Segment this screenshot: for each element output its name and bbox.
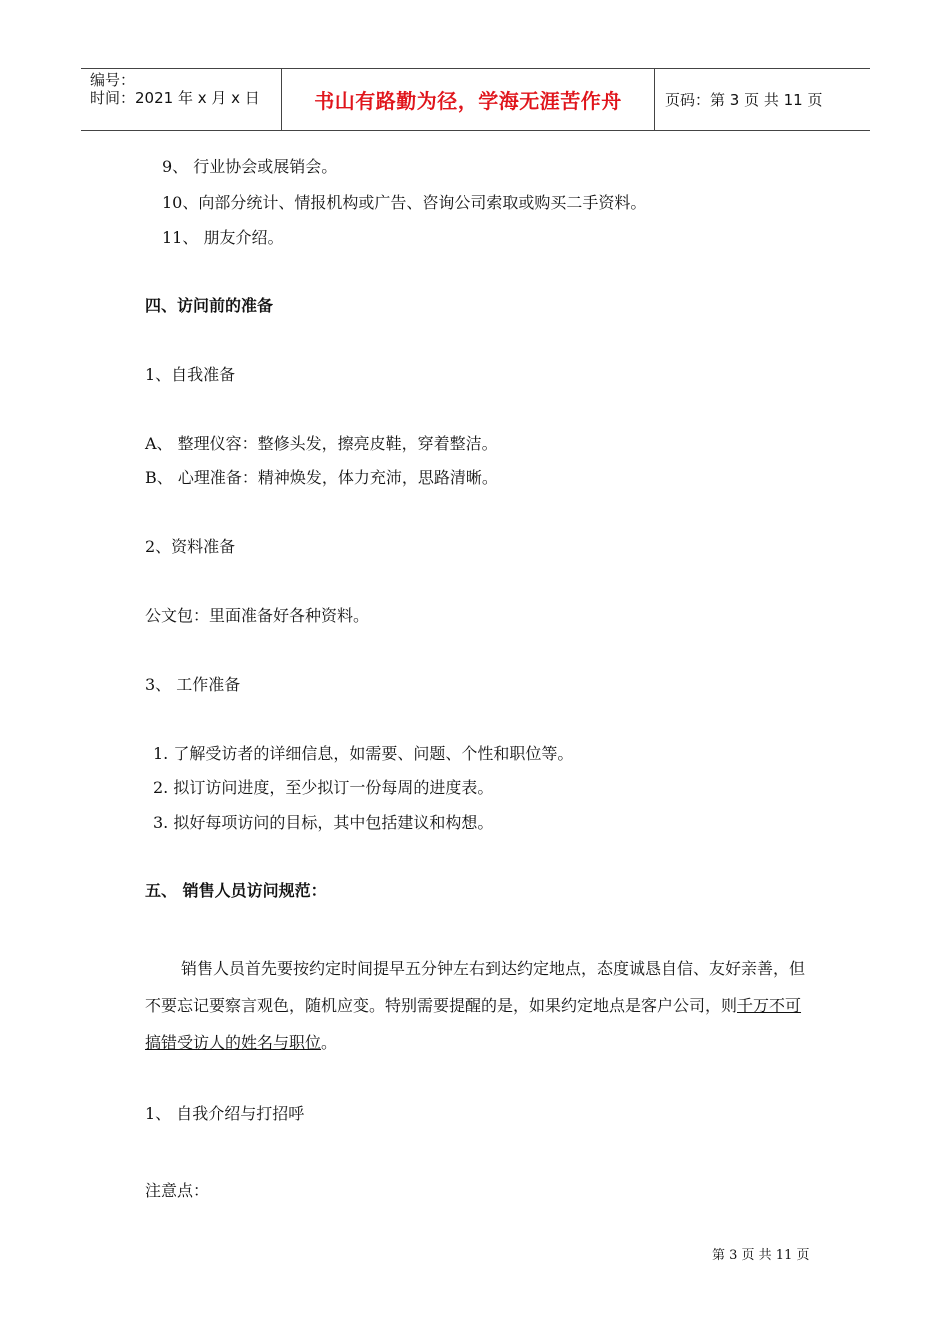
subheading-intro-greeting: 1、 自我介绍与打招呼 [145,1104,305,1123]
body-paragraph [145,950,813,1061]
page-label: 页码：第 3 页 共 11 页 [665,91,823,109]
list-item-w3: 3. 拟好每项访问的目标，其中包括建议和构想。 [153,813,494,832]
section-heading-5: 五、 销售人员访问规范： [145,881,327,900]
page-header [81,68,870,131]
page-footer: 第 3 页 共 11 页 [712,1248,810,1263]
header-motto-cell [281,69,655,130]
section-heading-4: 四、访问前的准备 [145,296,274,315]
list-item-b: B、 心理准备：精神焕发，体力充沛，思路清晰。 [145,468,498,487]
paragraph-end: 。 [321,1033,338,1052]
list-item-a: A、 整理仪容：整修头发，擦亮皮鞋，穿着整洁。 [145,434,498,453]
subheading-work-prep: 3、 工作准备 [145,675,241,694]
list-item-10: 10、向部分统计、情报机构或广告、咨询公司索取或购买二手资料。 [162,193,647,212]
list-item-9: 9、 行业协会或展销会。 [162,157,338,176]
underlined-text: 千万不可搞错受访人的姓名与职位 [145,996,802,1052]
list-item-w1: 1. 了解受访者的详细信息，如需要、问题、个性和职位等。 [153,744,574,763]
time-label: 时间：2021 年 x 月 x 日 [90,89,260,107]
subheading-self-prep: 1、自我准备 [145,365,236,384]
paragraph-text: 销售人员首先要按约定时间提早五分钟左右到达约定地点，态度诚恳自信、友好亲善，但不要忘记要察言观色，随机应变。特别需要提醒的是，如果约定地点是客户公司，则 [145,959,806,1015]
notes-label: 注意点： [145,1181,210,1200]
motto: 书山有路勤为径，学海无涯苦作舟 [314,89,622,113]
number-label: 编号： [90,71,136,89]
briefcase-line: 公文包：里面准备好各种资料。 [145,606,370,625]
header-page-cell [655,69,870,130]
header-meta [81,69,281,130]
subheading-materials-prep: 2、资料准备 [145,537,236,556]
list-item-11: 11、 朋友介绍。 [162,228,284,247]
list-item-w2: 2. 拟订访问进度，至少拟订一份每周的进度表。 [153,778,494,797]
